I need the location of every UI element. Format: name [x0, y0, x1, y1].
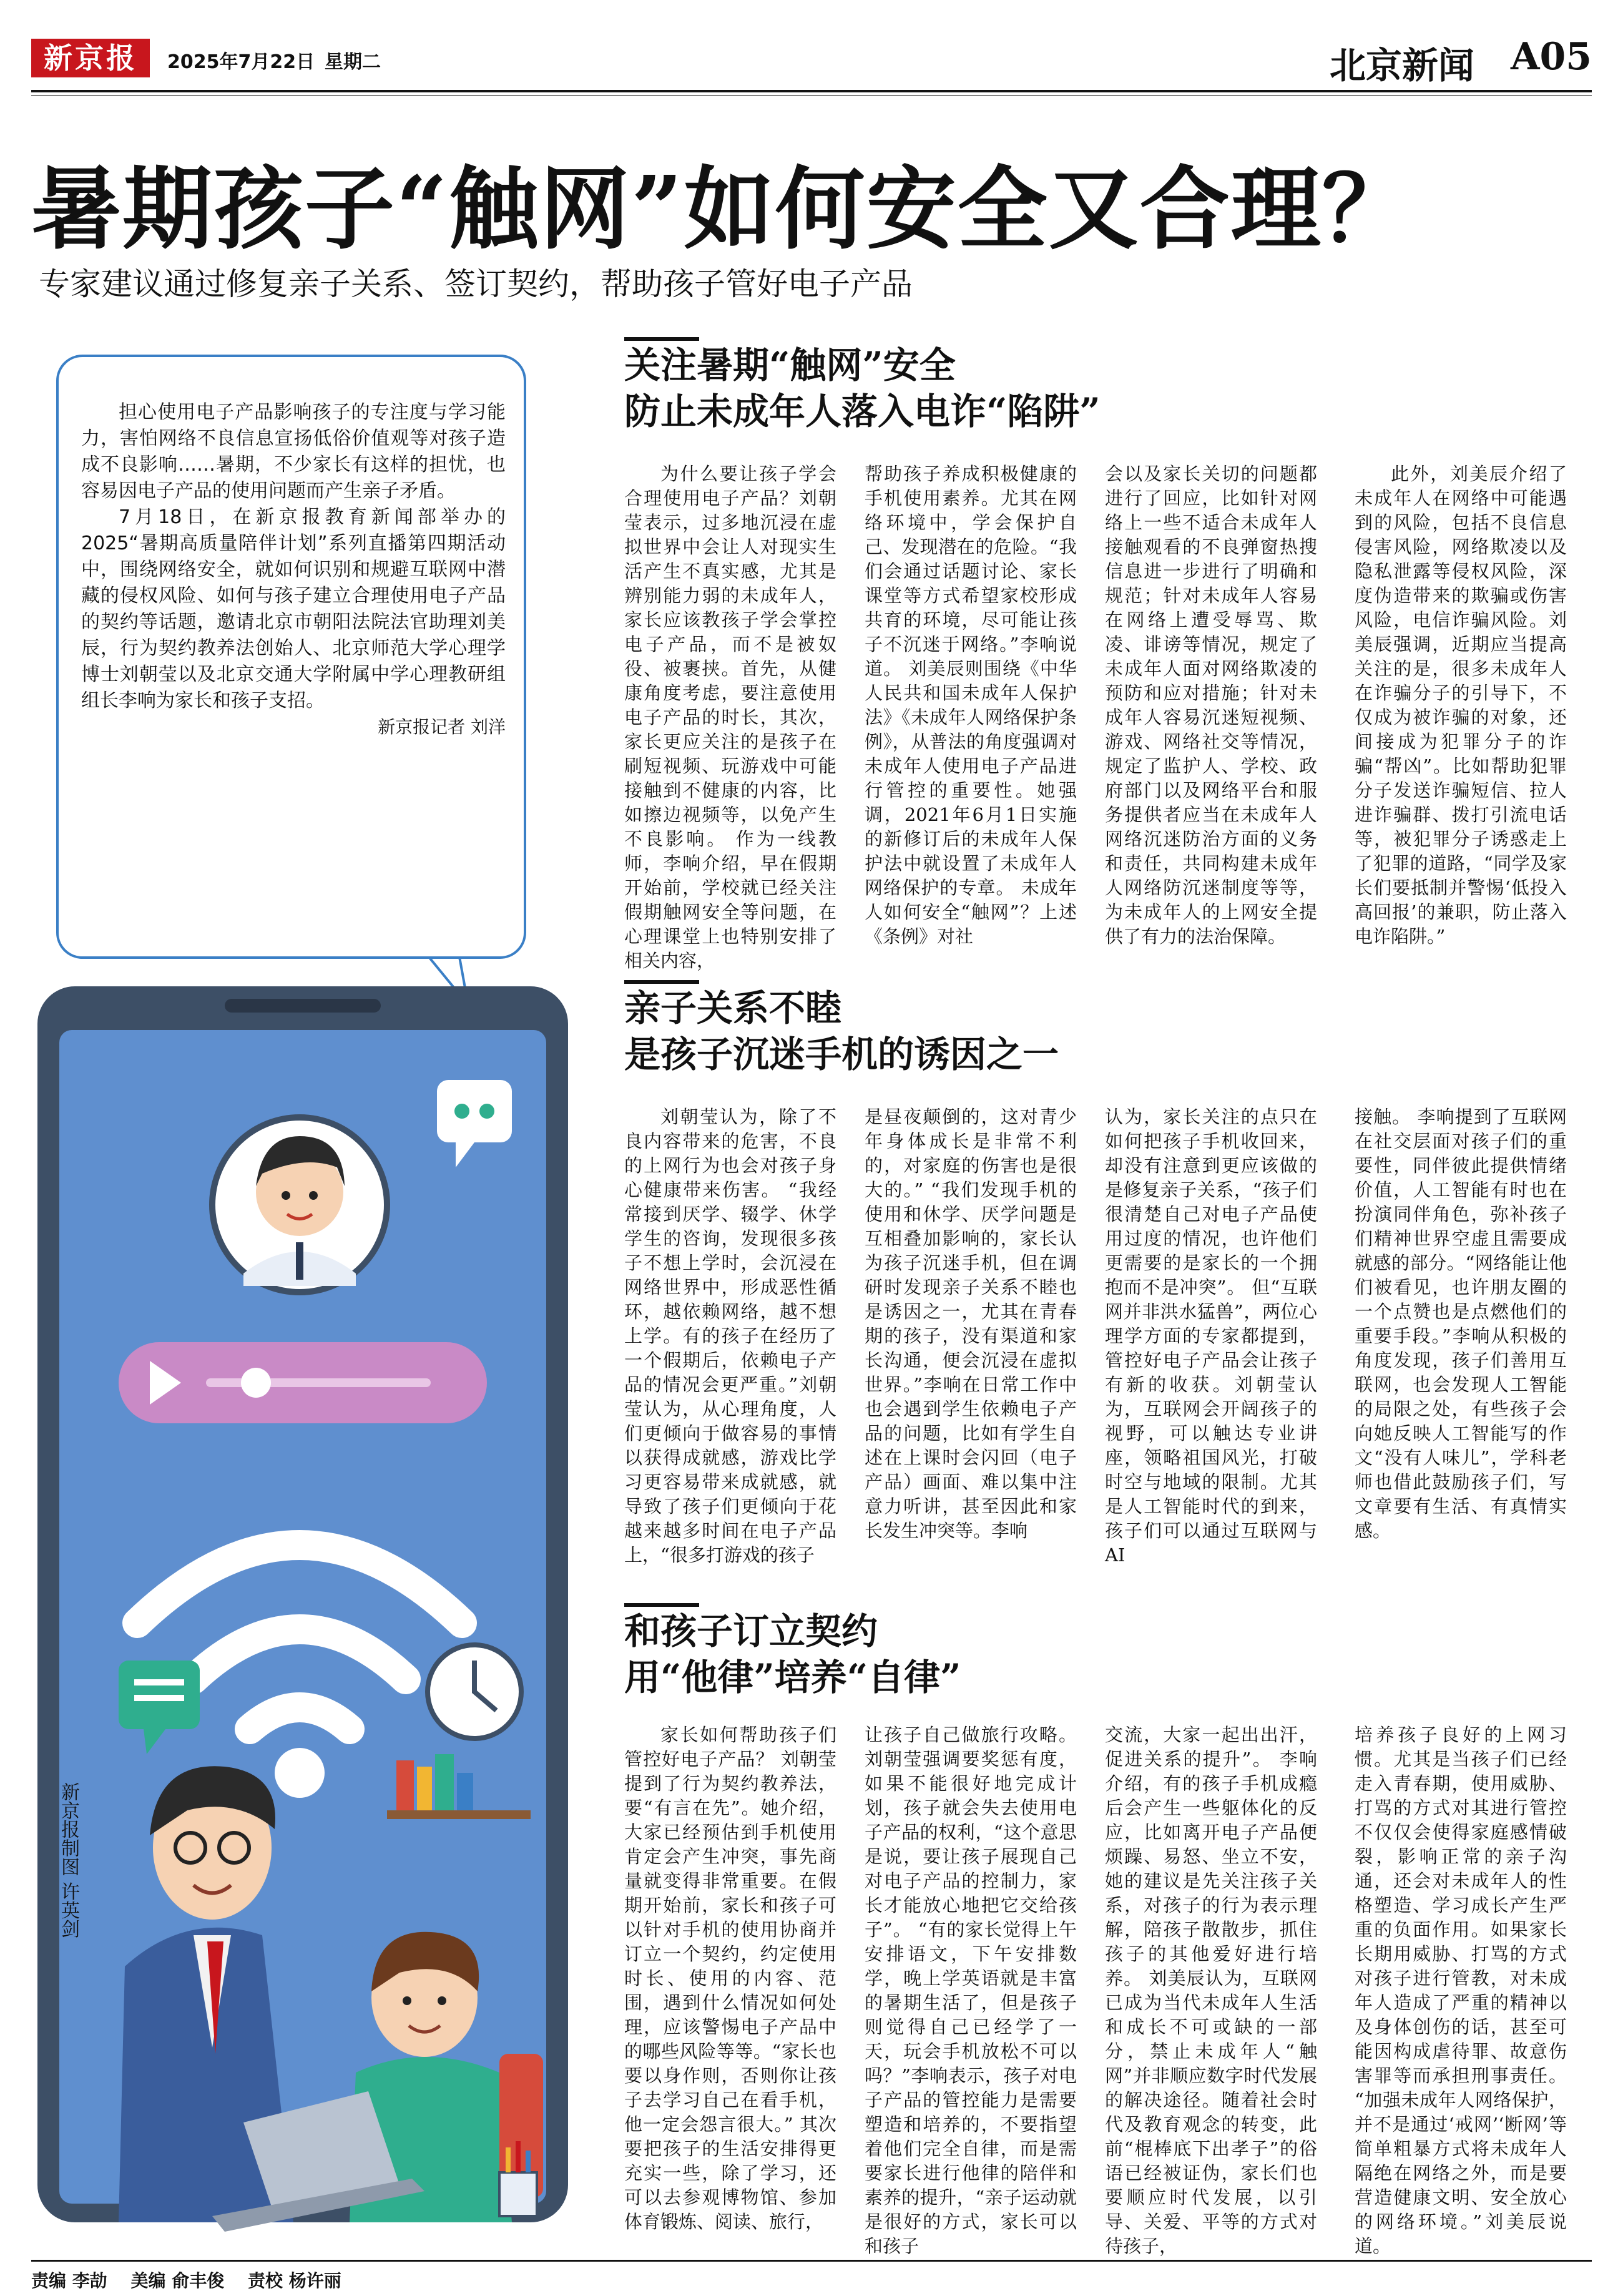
section-bar	[624, 1603, 699, 1607]
page-title: 暑期孩子“触网”如何安全又合理？	[31, 156, 1413, 262]
paragraph: 此外，刘美辰介绍了未成年人在网络中可能遇到的风险，包括不良信息侵害风险，网络欺凌以及隐私泄露等侵权风险，深度伪造带来的欺骗或伤害风险，电信诈骗风险。刘美辰强调，近期应当提高关注的是，很多未成年人在诈骗分子的引导下，不仅成为被诈骗的对象，还间接成为犯罪分子的诈骗“帮凶”。比如帮助犯罪分子发送诈骗短信、拉人进诈骗群、拨打引流电话等，被犯罪分子诱惑走上了犯罪的道路，“同学及家长们要抵制并警惕‘低投入高回报’的兼职，防止落入电诈陷阱。”	[1355, 463, 1567, 947]
article-column	[1355, 462, 1567, 947]
article-column	[865, 1723, 1077, 2257]
paragraph: 接触。 李响提到了互联网在社交层面对孩子们的重要性，同伴彼此提供情绪价值，人工智能有时也在扮演同伴角色，弥补孩子们精神世界空虚且需要成就感的部分。“网络能让他们被看见，也许朋友圈的一个点赞也是点燃他们的重要手段。”李响从积极的角度发现，孩子们善用互联网，也会发现人工智能的局限之处，有些孩子会向她反映人工智能写的作文“没有人味儿”，学科老师也借此鼓励孩子们，写文章要有生活、有真情实感。	[1355, 1106, 1567, 1541]
article-column	[865, 1105, 1077, 1579]
paragraph: 交流，大家一起出出汗，促进关系的提升”。 李响介绍，有的孩子手机成瘾后会产生一些躯体化的反应，比如离开电子产品便烦躁、易怒、坐立不安，她的建议是先关注孩子关系，对孩子的行为表示理解，陪孩子散散步，抓住孩子的其他爱好进行培养。 刘美辰认为，互联网已成为当代未成年人生活和成长不可或缺的一部分，禁止未成年人“触网”并非顺应数字时代发展的解决途径。随着社会时代及教育观念的转变，此前“棍棒底下出孝子”的俗语已经被证伪，家长们也要顺应时代发展，以引导、关爱、平等的方式对待孩子，	[1105, 1724, 1317, 2257]
page-number: A05	[1511, 35, 1592, 79]
article-column	[624, 1723, 836, 2250]
section-name: 北京新闻	[1330, 44, 1475, 87]
paragraph: 是昼夜颠倒的，这对青少年身体成长是非常不利的，对家庭的伤害也是很大的。” “我们发现手机的使用和休学、厌学问题是互相叠加影响的，家长认为孩子沉迷手机，但在调研时发现亲子关系不睦也是诱因之一，尤其在青春期的孩子，没有渠道和家长沟通，便会沉浸在虚拟世界。”李响在日常工作中也会遇到学生依赖电子产品的问题，比如有学生自述在上课时会闪回（电子产品）画面、难以集中注意力听讲，甚至因此和家长发生冲突等。李响	[865, 1106, 1077, 1541]
section-bar	[624, 337, 699, 341]
illustration	[25, 936, 587, 2254]
paragraph: 为什么要让孩子学会合理使用电子产品？刘朝莹表示，过多地沉浸在虚拟世界中会让人对现实生活产生不真实感，尤其是辨别能力弱的未成年人，家长应该教孩子学会掌控电子产品，而不是被奴役、被裹挟。首先，从健康角度考虑，要注意使用电子产品的时长，其次，家长更应关注的是孩子在刷短视频、玩游戏中可能接触到不健康的内容，比如擦边视频等，以免产生不良影响。 作为一线教师，李响介绍，早在假期开始前，学校就已经关注假期触网安全等问题，在心理课堂上也特别安排了相关内容，	[624, 463, 836, 971]
header-rule-thin	[31, 95, 1592, 96]
paragraph: 会以及家长关切的问题都进行了回应，比如针对网络上一些不适合未成年人接触观看的不良弹窗热搜信息进一步进行了明确和规范；针对未成年人容易在网络上遭受辱骂、欺凌、诽谤等情况，规定了未成年人面对网络欺凌的预防和应对措施；针对未成年人容易沉迷短视频、游戏、网络社交等情况，规定了监护人、学校、政府部门以及网络平台和服务提供者应当在未成年人网络沉迷防治方面的义务和责任，共同构建未成年人网络防沉迷制度等等，为未成年人的上网安全提供了有力的法治保障。	[1105, 463, 1317, 947]
page-subtitle: 专家建议通过修复亲子关系、签订契约，帮助孩子管好电子产品	[39, 266, 913, 302]
footer-art: 美编 俞丰俊	[130, 2270, 225, 2291]
issue-weekday: 星期二	[325, 51, 381, 73]
phone-speaker	[225, 999, 381, 1013]
section-heading: 是孩子沉迷手机的诱因之一	[624, 1033, 1059, 1076]
paragraph: 培养孩子良好的上网习惯。尤其是当孩子们已经走入青春期，使用威胁、打骂的方式对其进行管控不仅仅会使得家庭感情破裂，影响正常的亲子沟通，还会对未成年人的性格塑造、学习成长产生严重的负面作用。如果家长长期用威胁、打骂的方式对孩子进行管教，对未成年人造成了严重的精神以及身体创伤的话，甚至可能因构成虐待罪、故意伤害罪等而承担刑事责任。 “加强未成年人网络保护，并不是通过‘戒网’‘断网’等简单粗暴方式将未成年人隔绝在网络之外，而是要营造健康文明、安全放心的网络环境。”刘美辰说道。	[1355, 1724, 1567, 2257]
footer-editor: 责编 李劼	[31, 2270, 107, 2291]
paragraph: 刘朝莹认为，除了不良内容带来的危害，不良的上网行为也会对孩子身心健康带来伤害。 “我经常接到厌学、辍学、休学学生的咨询，发现很多孩子不想上学时，会沉浸在网络世界中，形成恶性循环，越依赖网络，越不想上学。有的孩子在经历了一个假期后，依赖电子产品的情况会更严重。”刘朝莹认为，从心理角度，人们更倾向于做容易的事情以获得成就感，游戏比学习更容易带来成就感，就导致了孩子们更倾向于花越来越多时间在电子产品上，“很多打游戏的孩子	[624, 1106, 836, 1566]
section-heading: 亲子关系不睦	[624, 987, 842, 1029]
intro-paragraph: 7月18日，在新京报教育新闻部举办的2025“暑期高质量陪伴计划”系列直播第四期活动中，围绕网络安全，就如何识别和规避互联网中潜藏的侵权风险、如何与孩子建立合理使用电子产品的契约等话题，邀请北京市朝阳法院法官助理刘美辰，行为契约教养法创始人、北京师范大学心理学博士刘朝莹以及北京交通大学附属中学心理教研组组长李响为家长和孩子支招。	[81, 506, 506, 712]
article-column	[624, 1105, 836, 1579]
footer-credits	[31, 2267, 359, 2292]
byline: 新京报记者 刘洋	[378, 717, 506, 737]
paragraph: 认为，家长关注的点只在如何把孩子手机收回来，却没有注意到更应该做的是修复亲子关系，“孩子们很清楚自己对电子产品使用过度的情况，也许他们更需要的是家长的一个拥抱而不是冲突”。 但“互联网并非洪水猛兽”，两位心理学方面的专家都提到，管控好电子产品会让孩子有新的收获。刘朝莹认为，互联网会开阔孩子的视野，可以触达专业讲座，领略祖国风光，打破时空与地域的限制。尤其是人工智能时代的到来，孩子们可以通过互联网与AI	[1105, 1106, 1317, 1566]
article-column	[1105, 462, 1317, 947]
intro-paragraph: 担心使用电子产品影响孩子的专注度与学习能力，害怕网络不良信息宣扬低俗价值观等对孩子造成不良影响……暑期，不少家长有这样的担忧，也容易因电子产品的使用问题而产生亲子矛盾。	[81, 401, 506, 502]
wifi-dot	[275, 1748, 325, 1798]
play-icon	[119, 1342, 487, 1423]
footer-rule	[31, 2260, 1592, 2262]
article-column	[1105, 1723, 1317, 2257]
article-column	[865, 462, 1077, 947]
section-heading: 防止未成年人落入电诈“陷阱”	[624, 390, 1101, 433]
section-heading: 和孩子订立契约	[624, 1610, 878, 1652]
header-rule	[31, 90, 1592, 92]
section-bar	[624, 980, 699, 984]
intro-text	[81, 400, 506, 740]
boy-avatar-icon	[212, 1117, 387, 1292]
illustration-credit: 新京报制图 许英剑	[57, 1782, 79, 1938]
article-column	[1355, 1723, 1567, 2257]
section-heading: 关注暑期“触网”安全	[624, 344, 956, 386]
masthead: 新京报	[31, 39, 150, 77]
article-column	[1105, 1105, 1317, 1579]
clock-icon	[428, 1645, 521, 1739]
section-heading: 用“他律”培养“自律”	[624, 1656, 961, 1699]
article-column	[624, 462, 836, 971]
paragraph: 让孩子自己做旅行攻略。刘朝莹强调要奖惩有度，如果不能很好地完成计划，孩子就会失去使用电子产品的权利，“这个意思是说，要让孩子展现自己对电子产品的控制力，家长才能放心地把它交给孩子”。 “有的家长觉得上午安排语文，下午安排数学，晚上学英语就是丰富的暑期生活了，但是孩子则觉得自己已经学了一天，玩会手机放松不可以吗？”李响表示，孩子对电子产品的管控能力是需要塑造和培养的，不要指望着他们完全自律，而是需要家长进行他律的陪伴和素养的提升，“亲子运动就是很好的方式，家长可以和孩子	[865, 1724, 1077, 2257]
article-column	[1355, 1105, 1567, 1579]
paragraph: 帮助孩子养成积极健康的手机使用素养。尤其在网络环境中，学会保护自己、发现潜在的危险。“我们会通过话题讨论、家长课堂等方式希望家校形成共育的环境，尽可能让孩子不沉迷于网络。”李响说道。 刘美辰则围绕《中华人民共和国未成年人保护法》《未成年人网络保护条例》，从普法的角度强调对未成年人使用电子产品进行管控的重要性。她强调，2021年6月1日实施的新修订后的未成年人保护法中就设置了未成年人网络保护的专章。 未成年人如何安全“触网”？上述《条例》对社	[865, 463, 1077, 947]
footer-proof: 责校 杨许丽	[248, 2270, 341, 2291]
issue-date: 2025年7月22日	[167, 51, 315, 73]
paragraph: 家长如何帮助孩子们管控好电子产品？ 刘朝莹提到了行为契约教养法，要“有言在先”。她介绍，大家已经预估到手机使用肯定会产生冲突，事先商量就变得非常重要。在假期开始前，家长和孩子可以针对手机的使用协商并订立一个契约，约定使用时长、使用的内容、范围，遇到什么情况如何处理，应该警惕电子产品中的哪些风险等等。“家长也要以身作则，否则你让孩子去学习自己在看手机，他一定会怨言很大。” 其次要把孩子的生活安排得更充实一些，除了学习，还可以去参观博物馆、参加体育锻炼、阅读、旅行，	[624, 1724, 836, 2232]
